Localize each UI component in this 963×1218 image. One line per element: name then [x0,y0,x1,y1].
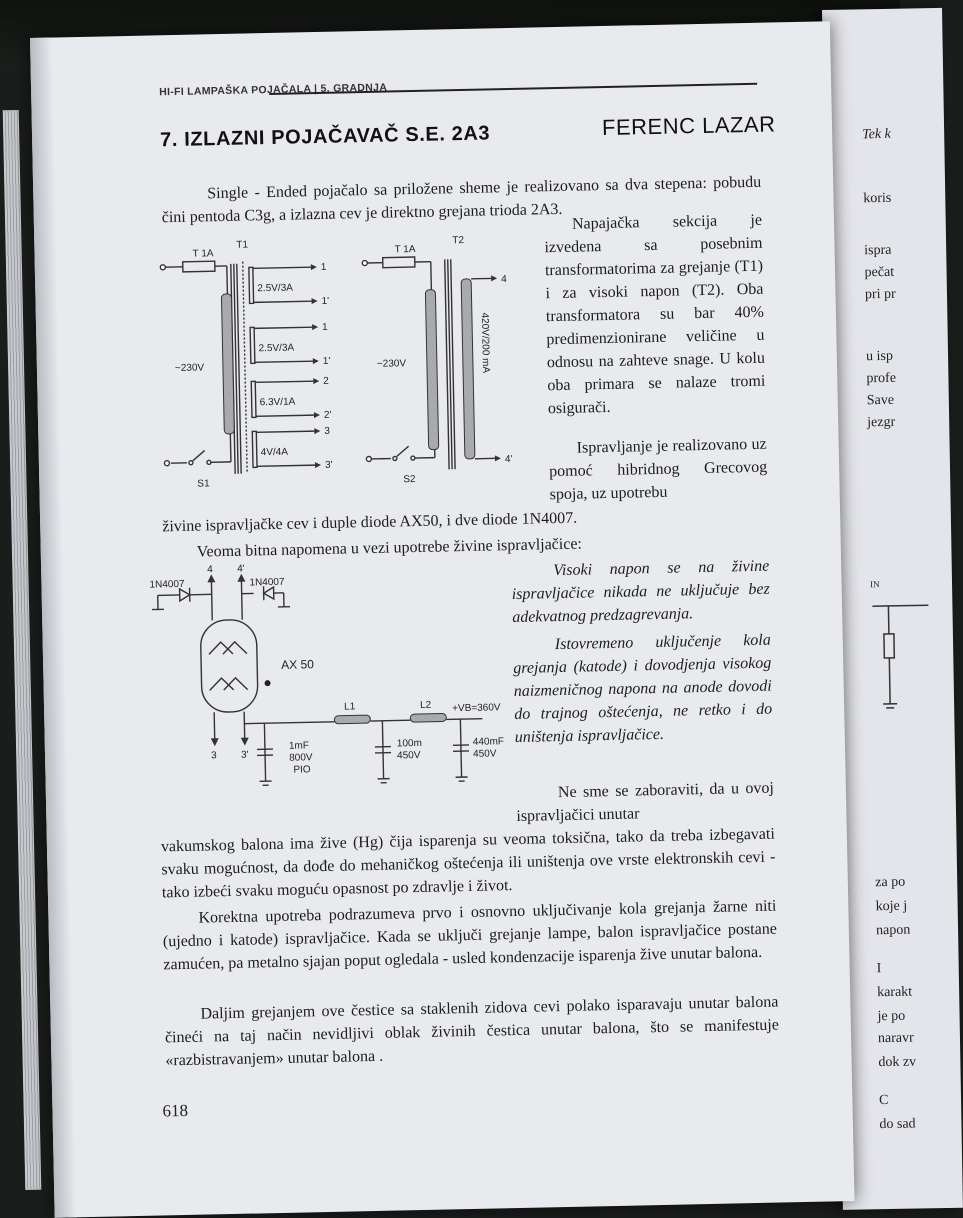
tube-label: AX 50 [281,657,314,672]
pin-label: 2' [324,410,332,421]
fuse-label-t2: T 1A [394,244,415,255]
pin-label: 3 [324,426,330,437]
transformer-label-t2: T2 [452,235,464,246]
choke-label: L2 [420,700,432,711]
winding-label: 4V/4A [261,447,289,459]
running-head: HI-FI LAMPAŠKA POJAČALA | 5. GRADNJA [159,82,387,99]
right-fragment: Tek k [862,127,891,143]
right-fragment: je po [877,1009,905,1025]
pin-label: 4 [501,274,507,285]
right-fragment: pečat [864,265,894,282]
mercury-paragraph-continued: vakumskog balona ima žive (Hg) čija isparenja su veoma toksična, tako da treba izbegavati svaku mogućnost, da dođe do mehaničkog oštećenja ili uništenja ove vrste elektronskih cevi - tako izbeći svaku moguću opasnost po zdravlje i život. [161,823,776,905]
diode-label-d2: 1N4007 [249,577,285,589]
usage-paragraph: Korektna upotreba podrazumeva prvo i osnovno uključivanje kola grejanja žarne niti (ujedno i katode) ispravljačice. Kada se uključi grejanje lampe, balon ispravljačice postane zamućen, pa metalno sjajan poput ogledala - usled kondenzacije isparenja žive unutar balona. [162,895,777,977]
choke-label: L1 [344,701,356,712]
note-heading: Veoma bitna napomena u vezi upotrebe živine ispravljačice: [163,529,769,565]
right-fragment: napon [876,923,910,940]
right-fragment: Save [867,393,894,409]
pin-label: 3' [325,460,333,471]
winding-label: 2.5V/3A [258,343,294,355]
pin-label: 4 [207,564,213,575]
page-number: 618 [162,1101,188,1122]
primary-coil-t2 [425,290,438,450]
intro-paragraph: Single - Ended pojačalo sa priložene sheme je realizovano sa dva stepena: pobudu čini pentoda C3g, a izlazna cev je direktno grejana trioda 2A3. [161,171,762,230]
right-fragment: koris [863,191,891,207]
pin-label: 1 [321,262,327,273]
secondary-coil-t2 [461,279,475,459]
transformer-label-t1: T1 [236,239,248,250]
right-fragment: I [877,961,882,977]
switch-label-s2: S2 [403,474,416,485]
mercury-paragraph: Ne sme se zaboraviti, da u ovoj ispravljačici unutar [516,777,775,828]
winding-label: 2.5V/3A [257,283,293,295]
warning-paragraph-2: Istovremeno uključenje kola grejanja (katode) i dovodjenja visokog naizmeničnog napona na anode dovodi do trajnog oštećenja, ne retko i do uništenja ispravljačice. [513,629,773,749]
capacitor-label: 450V [473,748,497,759]
supply-voltage-label: +VB=360V [452,702,501,714]
capacitor-label: 440mF [473,736,504,748]
pin-label: 1 [322,322,328,333]
winding-label: 6.3V/1A [260,397,296,409]
right-fragment: profe [866,371,896,388]
right-fragment: karakt [877,985,912,1002]
pin-label: 3' [241,750,249,761]
book-page [30,21,855,1217]
heating-paragraph: Daljim grejanjem ove čestice sa staklenih zidova cevi polako isparavaju unutar balona čineći na taj način nevidljivi oblak živinih čestica unutar balona, što se manifestuje «razbistravanjem» unutar balona . [164,991,779,1073]
rectifier-paragraph: Ispravljanje je realizovano uz pomoć hibridnog Grecovog spoja, uz upotrebu [548,433,767,507]
author-name: FERENC LAZAR [602,111,776,141]
choke-l2 [410,713,446,722]
pin-label: 1' [323,356,331,367]
mains-label-t1: ~230V [175,362,205,374]
psu-paragraph: Napajačka sekcija je izvedena sa posebnim transformatorima za grejanje (T1) i za visoki napon (T2). Oba transformatora su bar 40% predimenzionirane veličine u odnosu na zahteve snage. U kolu oba primara se nalaze tromi osigurači. [544,209,766,421]
right-fragment: do sad [879,1117,915,1134]
right-fragment: jezgr [867,415,895,431]
rectifier-paragraph-continued: živine ispravljačke cev i duple diode AX50, i dve diode 1N4007. [162,503,768,539]
capacitor-label: 1mF [289,740,309,751]
chapter-title: 7. IZLAZNI POJAČAVAČ S.E. 2A3 [160,122,490,152]
right-fragment: za po [875,875,905,892]
capacitor-label: 800V [289,752,313,763]
right-fragment: dok zv [878,1055,916,1072]
capacitor-label: 450V [397,750,421,761]
right-fragment: koje j [876,899,908,916]
pin-label: 2 [323,376,329,387]
capacitor-label: 100m [397,738,422,750]
right-fragment: C [879,1093,889,1109]
switch-label-s1: S1 [197,478,210,489]
right-fragment: naravr [878,1031,914,1048]
pin-label: 4' [237,564,245,575]
pin-label: 1' [321,296,329,307]
right-circuit-fragment [868,593,950,724]
right-fragment: ispra [864,243,891,259]
right-fragment: pri pr [865,287,896,304]
pin-label: 3 [211,750,217,761]
transformer-schematic [152,228,537,496]
capacitor-label: PIO [293,764,311,775]
right-fragment: IN [870,579,880,589]
rectifier-schematic [149,566,514,803]
mains-label-t2: ~230V [377,358,407,370]
diode-label-d1: 1N4007 [149,579,185,591]
right-fragment: u isp [866,349,893,365]
hv-winding-label: 420V/200 mA [479,312,491,373]
fuse-label-t1: T 1A [192,248,213,259]
warning-paragraph-1: Visoki napon se na živine ispravljačice nikada ne uključuje bez adekvatnog predzagrevanja. [511,555,770,629]
choke-l1 [334,715,370,724]
pin-label: 4' [505,454,513,465]
